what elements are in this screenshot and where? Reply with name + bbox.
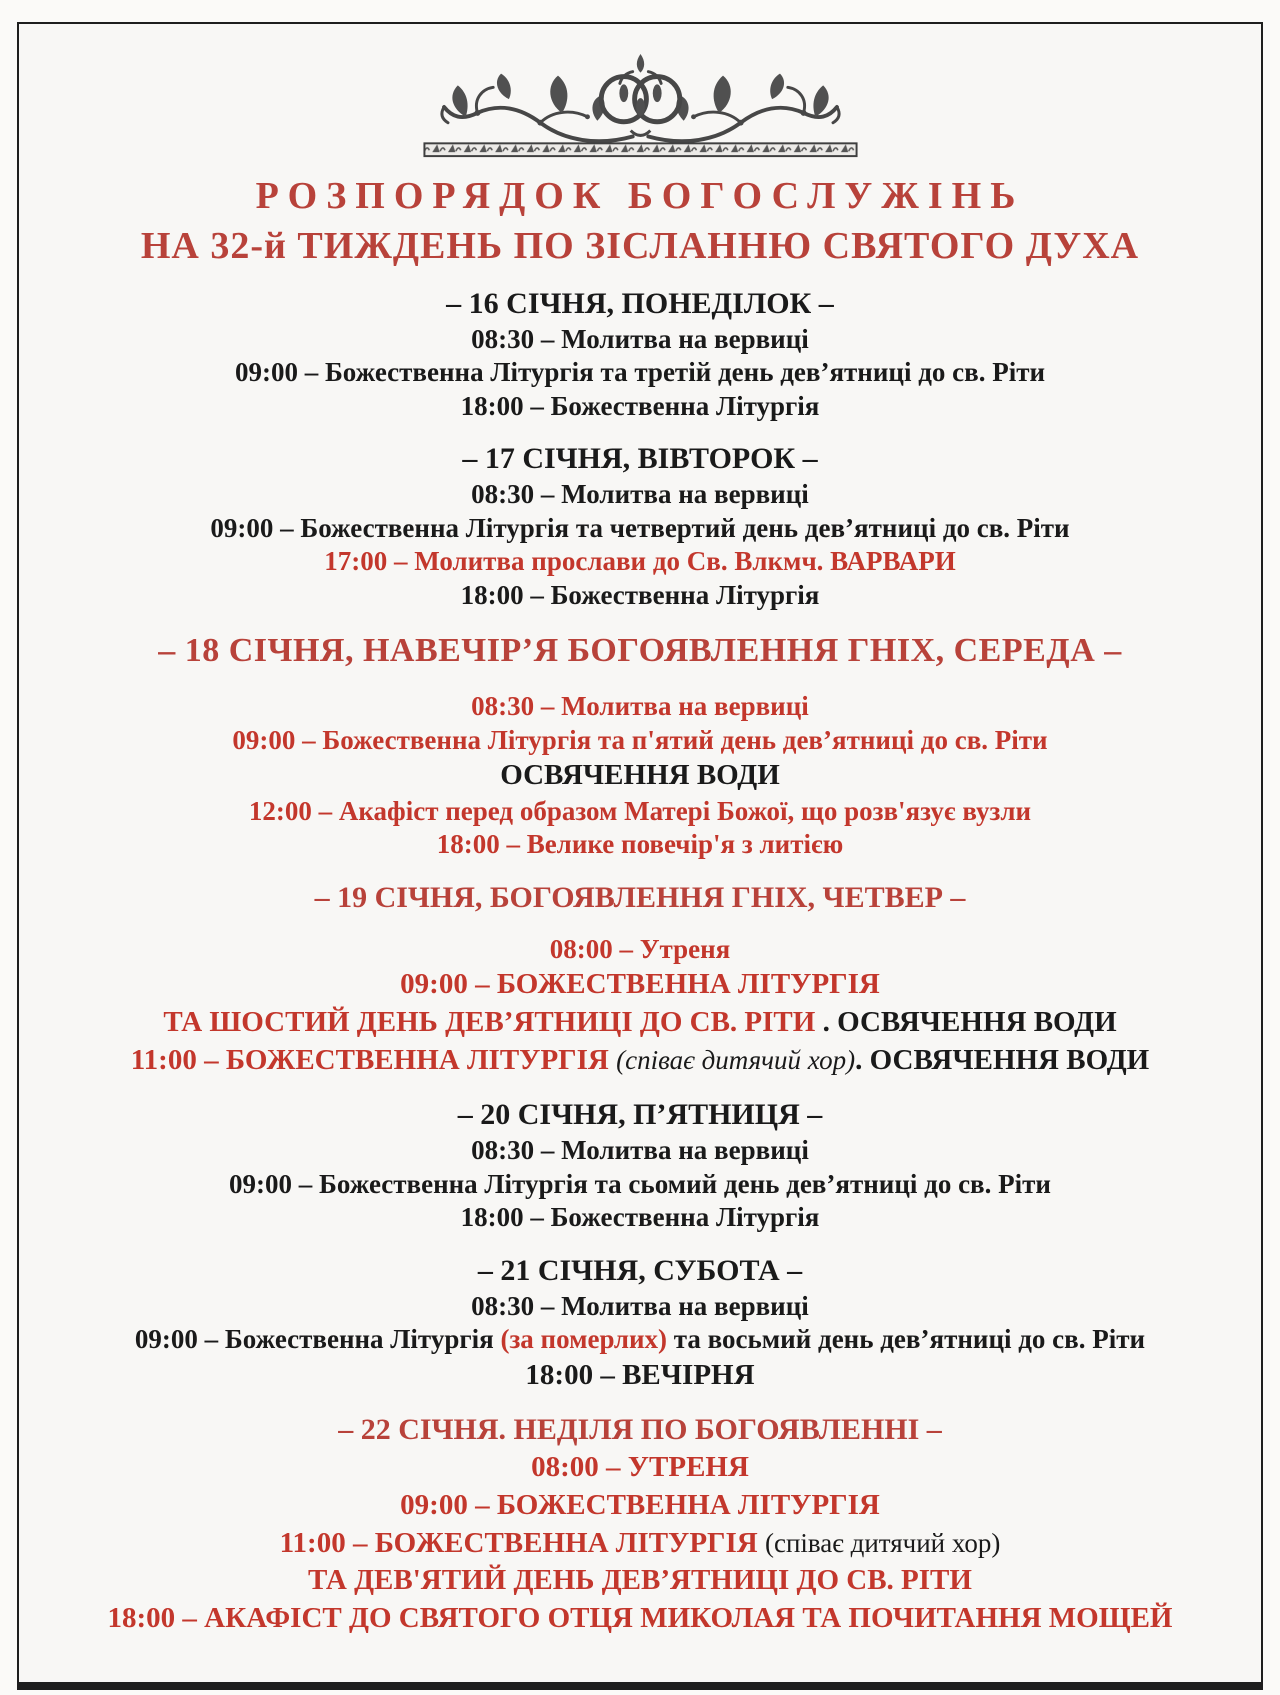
text-segment: 17:00 – Молитва прослави до Св. Влкмч. ВАРВАРИ	[324, 546, 956, 577]
text-segment: 09:00 – БОЖЕСТВЕННА ЛІТУРГІЯ	[400, 968, 880, 1001]
day-header: – 18 СІЧНЯ, НАВЕЧІР’Я БОГОЯВЛЕННЯ ГНІХ, СЕРЕДА –	[158, 632, 1122, 670]
text-segment: 18:00 – Божественна Літургія	[460, 1202, 820, 1233]
page-frame	[17, 22, 1263, 1690]
text-segment: (співає дитячий хор)	[764, 1527, 1001, 1558]
service-line	[471, 1134, 809, 1167]
text-segment: 08:30 – Молитва на вервиці	[471, 1135, 809, 1166]
text-segment: 09:00 – Божественна Літургія та четвертий день дев’ятниці до св. Ріти	[210, 512, 1070, 543]
text-segment: 18:00 – ВЕЧІРНЯ	[525, 1358, 755, 1391]
service-line	[235, 356, 1045, 389]
service-line	[232, 724, 1047, 757]
text-segment: ТА ДЕВ'ЯТИЙ ДЕНЬ ДЕВ’ЯТНИЦІ ДО СВ. РІТИ	[308, 1564, 972, 1597]
text-segment: ОСВЯЧЕННЯ ВОДИ	[500, 759, 780, 792]
day-section	[210, 423, 1069, 612]
service-line	[461, 1201, 820, 1234]
service-line	[229, 1168, 1051, 1201]
day-section	[131, 862, 1149, 1080]
service-line	[471, 1290, 809, 1323]
schedule-page	[19, 24, 1261, 1682]
text-segment: 09:00 – Божественна Літургія	[134, 1324, 501, 1355]
service-line	[163, 1004, 1116, 1042]
service-line	[531, 1449, 749, 1487]
service-line	[324, 545, 956, 578]
text-segment: та восьмий день дев’ятниці до св. Ріти	[667, 1324, 1146, 1355]
text-segment: (за померлих)	[500, 1324, 668, 1355]
service-line	[210, 512, 1069, 545]
text-segment: . ОСВЯЧЕННЯ ВОДИ	[822, 1005, 1117, 1038]
service-line	[400, 966, 880, 1004]
service-line	[550, 933, 731, 966]
text-segment: 08:30 – Молитва на вервиці	[471, 691, 809, 722]
service-line	[400, 1487, 880, 1525]
service-line	[525, 1357, 754, 1395]
day-section	[158, 612, 1122, 861]
day-header: – 19 СІЧНЯ, БОГОЯВЛЕННЯ ГНІХ, ЧЕТВЕР –	[314, 880, 966, 914]
text-segment: 18:00 – Божественна Літургія	[460, 579, 820, 610]
day-header: – 21 СІЧНЯ, СУБОТА –	[477, 1253, 803, 1287]
text-segment: . ОСВЯЧЕННЯ ВОДИ	[855, 1043, 1150, 1076]
day-section	[108, 1394, 1173, 1637]
text-segment: 18:00 – АКАФІСТ ДО СВЯТОГО ОТЦЯ МИКОЛАЯ ТА ПОЧИТАННЯ МОЩЕЙ	[107, 1602, 1173, 1635]
service-line	[249, 795, 1031, 828]
day-section	[135, 1235, 1145, 1395]
service-line	[461, 579, 820, 612]
text-segment: ТА ШОСТИЙ ДЕНЬ ДЕВ’ЯТНИЦІ ДО СВ. РІТИ	[163, 1005, 823, 1038]
day-section	[229, 1079, 1051, 1234]
text-segment: 11:00 – БОЖЕСТВЕННА ЛІТУРГІЯ	[279, 1526, 765, 1559]
service-line	[437, 828, 844, 861]
service-line	[471, 690, 809, 723]
service-line	[461, 390, 820, 423]
service-line	[471, 323, 809, 356]
text-segment: 18:00 – Велике повечір'я з литією	[436, 829, 844, 860]
text-segment: 18:00 – Божественна Літургія	[460, 390, 820, 421]
schedule-title-line1: РОЗПОРЯДОК БОГОСЛУЖІНЬ	[255, 175, 1025, 217]
service-line	[471, 478, 809, 511]
text-segment: 08:00 – Утреня	[549, 933, 731, 964]
service-line	[280, 1525, 1001, 1563]
day-header: – 22 СІЧНЯ. НЕДІЛЯ ПО БОГОЯВЛЕННІ –	[338, 1413, 942, 1447]
text-segment: 08:00 – УТРЕНЯ	[531, 1451, 749, 1484]
text-segment: 09:00 – Божественна Літургія та п'ятий день дев’ятниці до св. Ріти	[232, 724, 1048, 755]
text-segment: 08:30 – Молитва на вервиці	[471, 324, 809, 354]
service-line	[131, 1042, 1149, 1080]
text-segment: 09:00 – Божественна Літургія та сьомий день дев’ятниці до св. Ріти	[229, 1168, 1051, 1199]
schedule-title-line2: НА 32-й ТИЖДЕНЬ ПО ЗІСЛАННЮ СВЯТОГО ДУХА	[140, 225, 1140, 267]
text-segment: 08:30 – Молитва на вервиці	[471, 479, 809, 510]
text-segment: 12:00 – Акафіст перед образом Матері Божої, що розв'язує вузли	[248, 795, 1032, 826]
text-segment: 08:30 – Молитва на вервиці	[471, 1290, 809, 1321]
service-line	[135, 1323, 1145, 1356]
text-segment: (співає дитячий хор)	[616, 1044, 856, 1075]
day-section	[235, 268, 1045, 423]
floral-flourish-ornament-icon	[413, 52, 868, 162]
service-line	[108, 1600, 1173, 1638]
text-segment: 09:00 – Божественна Літургія та третій день дев’ятниці до св. Ріти	[234, 357, 1046, 388]
day-header: – 16 СІЧНЯ, ПОНЕДІЛОК –	[446, 287, 834, 320]
text-segment: 09:00 – БОЖЕСТВЕННА ЛІТУРГІЯ	[400, 1488, 880, 1521]
schedule	[108, 268, 1173, 1638]
service-line	[500, 757, 780, 795]
day-header: – 17 СІЧНЯ, ВІВТОРОК –	[462, 442, 818, 476]
day-header: – 20 СІЧНЯ, П’ЯТНИЦЯ –	[457, 1098, 823, 1132]
text-segment: 11:00 – БОЖЕСТВЕННА ЛІТУРГІЯ	[130, 1043, 617, 1076]
service-line	[308, 1562, 972, 1600]
